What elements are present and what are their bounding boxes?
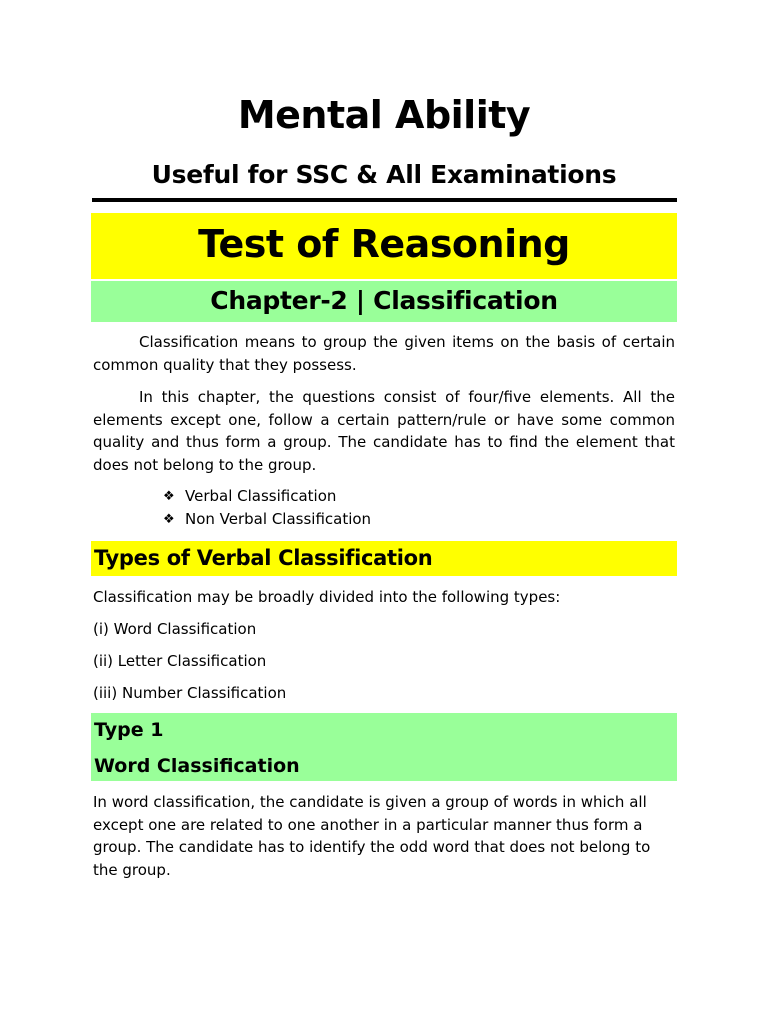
type1-label: Type 1 xyxy=(94,719,164,741)
types-heading-band xyxy=(91,541,677,576)
document-subtitle: Useful for SSC & All Examinations xyxy=(151,160,617,189)
classification-bullet-list xyxy=(163,485,371,531)
main-heading-band xyxy=(91,213,677,279)
chapter-heading: Chapter-2 | Classification xyxy=(210,286,558,315)
type1-title: Word Classification xyxy=(94,755,300,777)
types-intro: Classification may be broadly divided into the following types: xyxy=(93,588,561,606)
list-item xyxy=(163,485,371,508)
type-item-word: (i) Word Classification xyxy=(93,620,257,638)
title-divider xyxy=(92,198,677,202)
bullet-label: Non Verbal Classification xyxy=(185,510,372,528)
document-title: Mental Ability xyxy=(237,93,531,137)
type1-body: In word classification, the candidate is given a group of words in which all except one are related to one another in a particular manner thus form a group. The candidate has to identify the odd word that does not belong to the group. xyxy=(93,793,651,879)
type-item-letter: (ii) Letter Classification xyxy=(93,652,267,670)
main-heading: Test of Reasoning xyxy=(198,222,570,266)
bullet-label: Verbal Classification xyxy=(185,487,337,505)
diamond-bullet-icon: ❖ xyxy=(163,512,175,527)
chapter-heading-band xyxy=(91,281,677,322)
diamond-bullet-icon: ❖ xyxy=(163,489,175,504)
list-item xyxy=(163,508,371,531)
type1-heading-band xyxy=(91,713,677,781)
type-item-number: (iii) Number Classification xyxy=(93,684,287,702)
intro-paragraph-1: Classification means to group the given items on the basis of certain common quality that they possess. xyxy=(93,333,675,374)
types-heading: Types of Verbal Classification xyxy=(94,546,433,570)
intro-paragraph-2: In this chapter, the questions consist of four/five elements. All the elements except one, follow a certain pattern/rule or have some common quality and thus form a group. The candidate has to find the element that does not belong to the group. xyxy=(93,388,675,474)
